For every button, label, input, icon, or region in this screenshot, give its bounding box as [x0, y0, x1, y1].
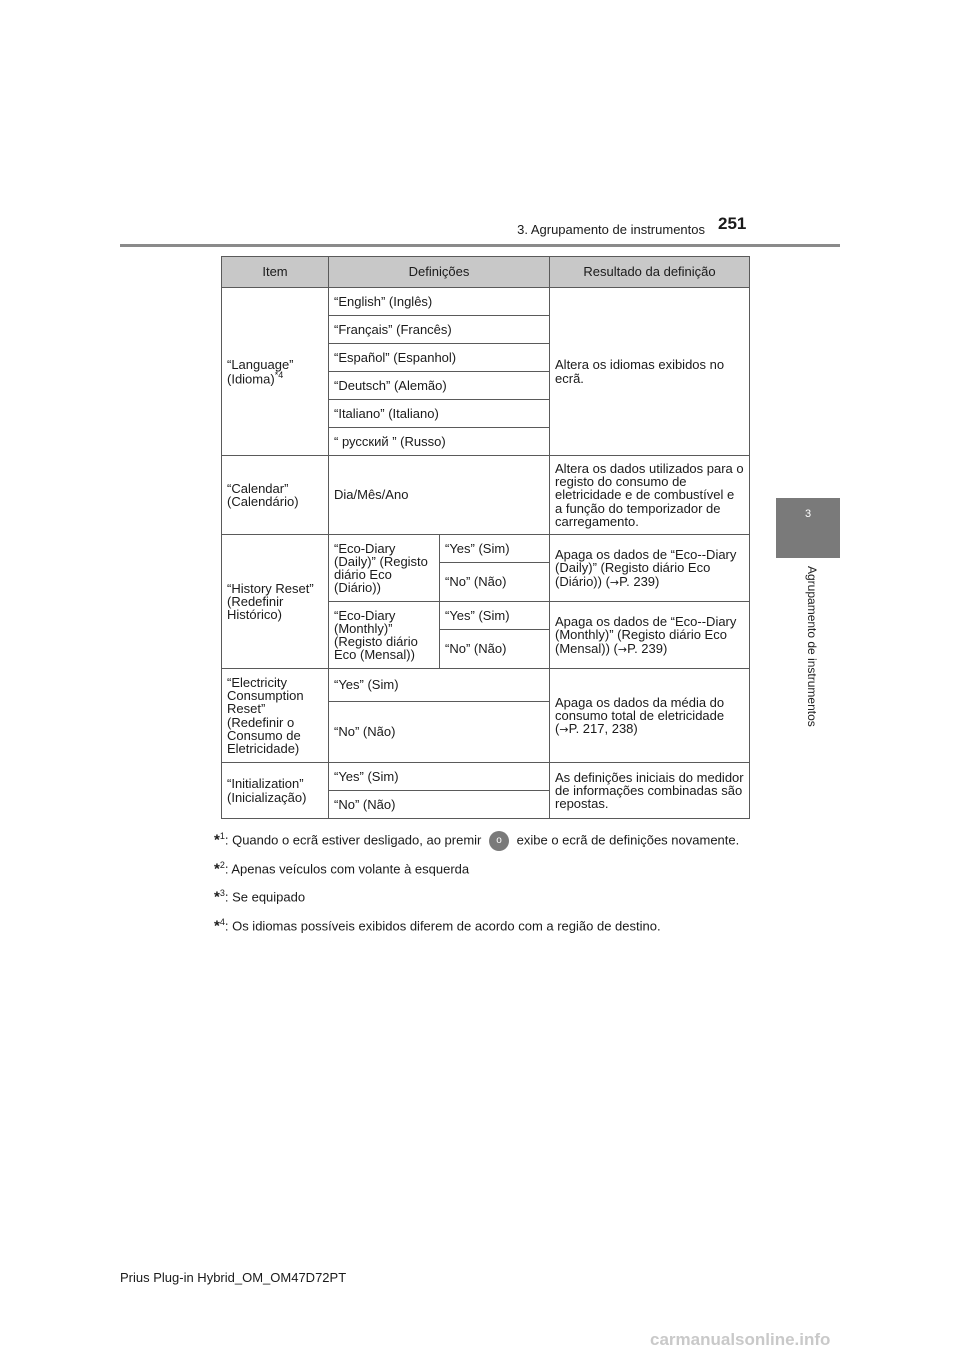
- history-daily-yes: “Yes” (Sim): [440, 535, 550, 563]
- footnote-marker: 4: [219, 917, 225, 928]
- watermark: carmanualsonline.info: [650, 1330, 831, 1349]
- history-daily-result-ref: P. 239): [619, 573, 660, 589]
- footnote-marker: 3: [219, 888, 225, 899]
- chapter-number: 3: [804, 508, 812, 520]
- electricity-yes: “Yes” (Sim): [329, 669, 550, 702]
- calendar-result-cell: Altera os dados utilizados para o registo do consumo de eletricidade e de combustível e a função do temporizador de carregamento.: [550, 456, 750, 535]
- history-monthly-result: [550, 602, 750, 669]
- column-header-item: Item: [222, 257, 329, 288]
- ok-button-icon: o: [489, 831, 509, 851]
- language-item-label: “Language” (Idioma): [227, 356, 294, 387]
- electricity-item-cell: “Electricity Consumption Reset” (Redefinir o Consumo de Eletricidade): [222, 669, 329, 763]
- language-option: “Français” (Francês): [329, 316, 550, 344]
- history-daily-result-text: Apaga os dados de “Eco--Diary (Daily)” (Registo diário Eco (Diário)) (: [555, 547, 737, 589]
- language-option: “ русский ” (Russo): [329, 428, 550, 456]
- footnote-star: *: [214, 917, 220, 935]
- history-monthly-yes: “Yes” (Sim): [440, 602, 550, 630]
- history-item-cell: “History Reset” (Redefinir Histórico): [222, 535, 329, 669]
- language-option: “English” (Inglês): [329, 288, 550, 316]
- language-option: “Español” (Espanhol): [329, 344, 550, 372]
- language-option: “Deutsch” (Alemão): [329, 372, 550, 400]
- column-header-result: Resultado da definição: [550, 257, 750, 288]
- table-row: [222, 288, 750, 316]
- language-result-cell: Altera os idiomas exibidos no ecrã.: [550, 288, 750, 456]
- table-row: [222, 535, 750, 563]
- table-row: [222, 669, 750, 702]
- footer-model-code: Prius Plug-in Hybrid_OM_OM47D72PT: [120, 1270, 347, 1285]
- page-reference-arrow: →: [559, 723, 569, 737]
- language-option: “Italiano” (Italiano): [329, 400, 550, 428]
- footnote-star: *: [214, 831, 220, 849]
- initialization-result: As definições iniciais do medidor de informações combinadas são repostas.: [550, 763, 750, 819]
- footnote-1: [214, 830, 754, 851]
- footnote-2: [214, 859, 754, 880]
- footnote-3: [214, 887, 754, 908]
- chapter-title: Agrupamento de instrumentos: [805, 566, 819, 727]
- footnote-marker: 1: [219, 831, 225, 841]
- footnote-2-text: : Apenas veículos com volante à esquerda: [224, 861, 470, 877]
- footnotes: [214, 830, 754, 945]
- calendar-setting-cell: Dia/Mês/Ano: [329, 456, 550, 535]
- electricity-result: [550, 669, 750, 763]
- running-header: 3. Agrupamento de instrumentos: [517, 222, 705, 237]
- settings-table: [221, 256, 750, 819]
- initialization-no: “No” (Não): [329, 791, 550, 819]
- table-row: [222, 763, 750, 791]
- history-monthly-result-ref: P. 239): [627, 640, 668, 656]
- history-daily-no: “No” (Não): [440, 563, 550, 602]
- language-footnote-ref: *4: [274, 369, 284, 380]
- footnote-3-text: : Se equipado: [224, 889, 306, 905]
- footnote-marker: 2: [219, 859, 225, 870]
- history-monthly-result-text: Apaga os dados de “Eco--Diary (Monthly)” (Registo diário Eco (Mensal)) (: [555, 614, 737, 656]
- history-monthly-cell: “Eco-Diary (Monthly)” (Registo diário Eco (Mensal)): [329, 602, 440, 669]
- footnote-4-text: : Os idiomas possíveis exibidos diferem de acordo com a região de destino.: [224, 918, 661, 934]
- page-reference-arrow: →: [617, 642, 628, 656]
- column-header-settings: Definições: [329, 257, 550, 288]
- chapter-tab: [776, 498, 840, 558]
- footnote-1-text-before: : Quando o ecrã estiver desligado, ao premir: [224, 832, 482, 848]
- footnote-star: *: [214, 860, 220, 878]
- header-divider: [120, 244, 840, 247]
- footnote-star: *: [214, 888, 220, 906]
- calendar-item-cell: “Calendar” (Calendário): [222, 456, 329, 535]
- initialization-item-cell: “Initialization” (Inicialização): [222, 763, 329, 819]
- electricity-result-text: Apaga os dados da média do consumo total de eletricidade (: [555, 694, 725, 737]
- footnote-1-text-after: exibe o ecrã de definições novamente.: [516, 832, 740, 848]
- table-row: [222, 456, 750, 535]
- history-monthly-no: “No” (Não): [440, 630, 550, 669]
- history-daily-cell: “Eco-Diary (Daily)” (Registo diário Eco (Diário)): [329, 535, 440, 602]
- initialization-yes: “Yes” (Sim): [329, 763, 550, 791]
- table-header-row: [222, 257, 750, 288]
- history-daily-result: [550, 535, 750, 602]
- electricity-no: “No” (Não): [329, 702, 550, 763]
- language-item-cell: [222, 288, 329, 456]
- electricity-result-ref: P. 217, 238): [568, 721, 638, 737]
- footnote-4: [214, 916, 754, 937]
- page-reference-arrow: →: [609, 575, 620, 589]
- page-number: 251: [718, 214, 747, 233]
